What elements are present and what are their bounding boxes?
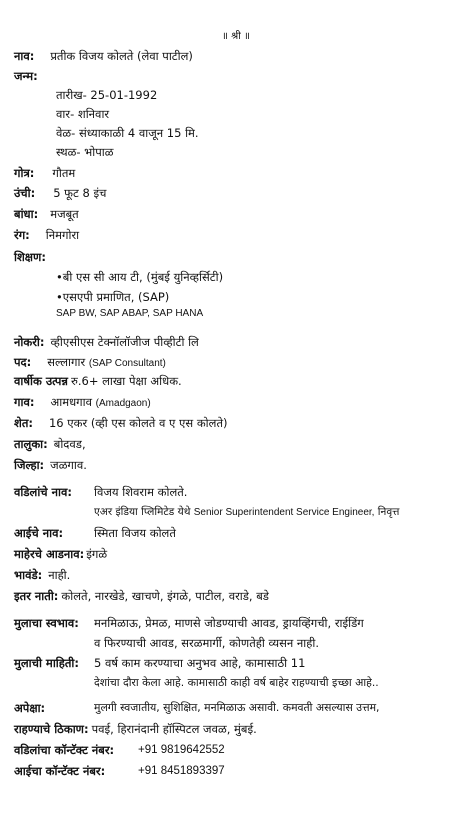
post-value: सल्लागार: [47, 355, 86, 369]
father-row: [14, 485, 72, 499]
address-label: राहण्याचे ठिकाण:: [14, 722, 89, 736]
info-row: [14, 656, 79, 670]
birth-date: तारीख- 25-01-1992: [56, 88, 158, 102]
father-contact-label: वडिलांचा कॉन्टॅक्ट नंबर:: [14, 743, 115, 757]
siblings-label: भावंडे:: [14, 568, 43, 582]
height-value: 5 फूट 8 इंच: [53, 186, 107, 200]
taluka-label: तालुका:: [14, 437, 48, 451]
nature-row: [14, 616, 79, 630]
height-row: [14, 186, 106, 200]
birth-label: जन्म:: [14, 69, 38, 83]
build-value: मजबूत: [50, 207, 79, 221]
education-line-2: •एसएपी प्रमाणित, (SAP): [56, 290, 170, 304]
education-line-1: •बी एस सी आय टी, (मुंबई युनिव्हर्सिटी): [56, 270, 224, 284]
complexion-label: रंग:: [14, 228, 30, 242]
name-value: प्रतीक विजय कोलते (लेवा पाटील): [50, 49, 193, 63]
relatives-label: इतर नाती:: [14, 589, 59, 603]
post-label: पद:: [14, 355, 32, 369]
birth-time: वेळ- संध्याकाळी 4 वाजून 15 मि.: [56, 126, 199, 140]
village-value-en: (Amadgaon): [95, 398, 151, 409]
mother-row: [14, 526, 63, 540]
income-row: [14, 374, 182, 388]
district-label: जिल्हा:: [14, 458, 45, 472]
birth-label-row: [14, 69, 38, 83]
gotra-row: [14, 166, 75, 180]
mother-contact-label: आईचा कॉन्टॅक्ट नंबर:: [14, 764, 106, 778]
father-job-prefix: एअर इंडिया प्लिमिटेड येथे: [94, 506, 191, 518]
father-job-en: Senior Superintendent Service Engineer,: [193, 507, 375, 518]
name-label: नाव:: [14, 49, 35, 63]
farm-value: 16 एकर (व्ही एस कोलते व ए एस कोलते): [48, 416, 228, 430]
address-value: पवई, हिरानंदानी हॉस्पिटल जवळ, मुंबई.: [91, 722, 257, 736]
nature-line-2: व फिरण्याची आवड, सरळमार्गी, कोणतेही व्यसन नाही.: [94, 636, 320, 650]
page-title: ॥ श्री ॥: [221, 31, 250, 42]
mother-label: आईचे नाव:: [14, 526, 64, 540]
maternal-label: माहेरचे आडनाव:: [14, 547, 85, 561]
expectation-value: मुलगी स्वजातीय, सुशिक्षित, मनमिळाऊ असावी. कमवती असल्यास उत्तम,: [94, 701, 380, 714]
education-label-row: [14, 250, 46, 264]
complexion-row: [14, 228, 79, 242]
info-label: मुलाची माहिती:: [14, 656, 80, 670]
village-value: आमधगाव: [50, 395, 93, 409]
post-row: [14, 355, 166, 371]
info-line-2: देशांचा दौरा केला आहे. कामासाठी काही वर्ष बाहेर राहण्याची इच्छा आहे..: [94, 676, 379, 689]
father-contact-row: [14, 743, 114, 757]
nature-line-1: मनमिळाऊ, प्रेमळ, माणसे जोडण्याची आवड, ड्रायव्हिंगची, राईडिंग: [94, 616, 364, 630]
job-label: नोकरी:: [14, 335, 45, 349]
village-label: गाव:: [14, 395, 35, 409]
maternal-value: इंगळे: [86, 547, 108, 561]
father-job-suffix: निवृत्त: [377, 506, 400, 518]
job-value: व्हीएसीएस टेक्नॉलॉजीज पीव्हीटी लि: [50, 335, 199, 349]
farm-label: शेत:: [14, 416, 33, 430]
info-line-1: 5 वर्ष काम करण्याचा अनुभव आहे, कामासाठी 11: [94, 656, 306, 670]
siblings-value: नाही.: [48, 568, 71, 582]
name-row: [14, 49, 193, 63]
mother-contact-value: +91 8451893397: [138, 765, 225, 777]
gotra-value: गौतम: [52, 166, 76, 180]
job-row: [14, 335, 199, 349]
address-row: [14, 722, 257, 736]
expectation-row: [14, 701, 45, 715]
mother-value: स्मिता विजय कोलते: [94, 526, 176, 540]
income-value: रु.6+ लाखा पेक्षा अधिक.: [70, 374, 182, 388]
birth-day: वार- शनिवार: [56, 107, 110, 121]
taluka-value: बोदवड,: [53, 437, 86, 451]
father-job: [94, 505, 399, 520]
maternal-row: [14, 547, 107, 561]
district-value: जळगाव.: [50, 458, 87, 472]
build-label: बांधा:: [14, 207, 39, 221]
build-row: [14, 207, 79, 221]
income-label: वार्षीक उत्पन्न: [14, 374, 68, 388]
mother-contact-row: [14, 764, 105, 778]
height-label: उंची:: [14, 186, 36, 200]
father-contact-value: +91 9819642552: [138, 744, 225, 756]
father-value: विजय शिवराम कोलते.: [94, 485, 188, 499]
education-line-3: SAP BW, SAP ABAP, SAP HANA: [56, 308, 204, 319]
farm-row: [14, 416, 227, 430]
birth-place: स्थळ- भोपाळ: [56, 145, 114, 159]
relatives-row: [14, 589, 269, 603]
expectation-label: अपेक्षा:: [14, 701, 46, 715]
siblings-row: [14, 568, 70, 582]
post-value-en: (SAP Consultant): [88, 358, 166, 369]
village-row: [14, 395, 151, 411]
nature-label: मुलाचा स्वभाव:: [14, 616, 79, 630]
father-label: वडिलांचे नाव:: [14, 485, 72, 499]
complexion-value: निमगोरा: [45, 228, 80, 242]
relatives-value: कोलते, नारखेडे, खाचणे, इंगळे, पाटील, वराडे, बडे: [61, 589, 269, 603]
taluka-row: [14, 437, 86, 451]
gotra-label: गोत्र:: [14, 166, 35, 180]
education-label: शिक्षण:: [14, 250, 46, 264]
district-row: [14, 458, 87, 472]
